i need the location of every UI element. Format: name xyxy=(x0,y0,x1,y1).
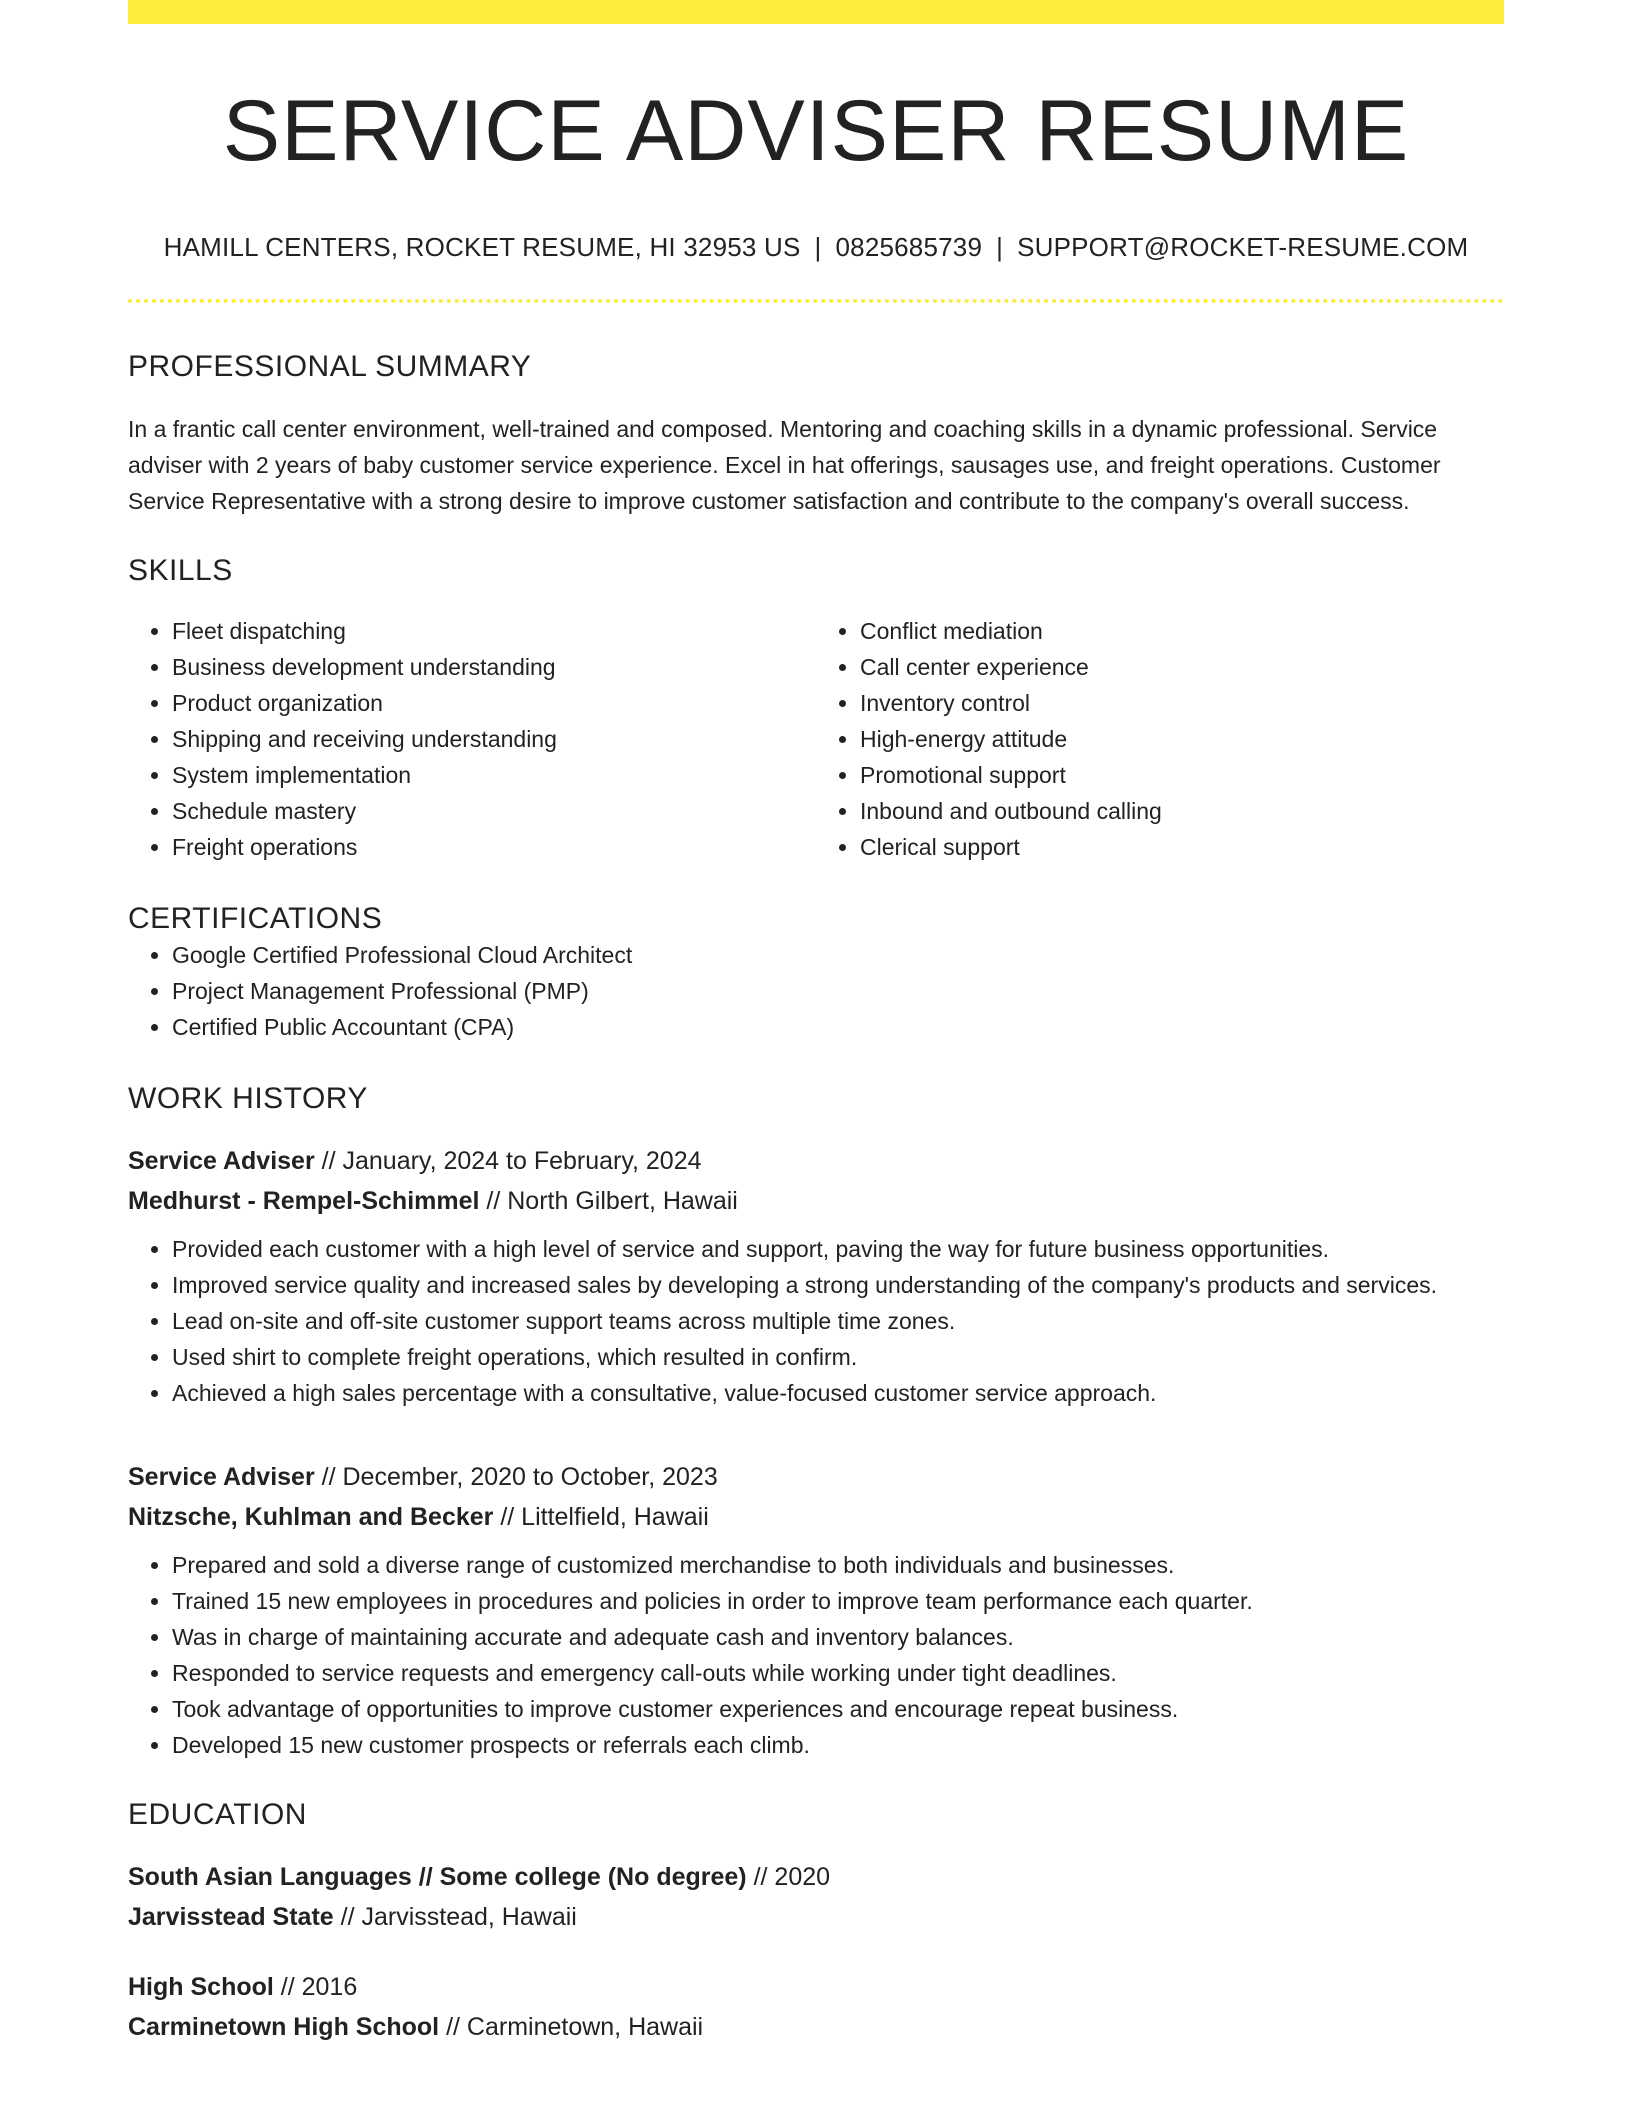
header-divider xyxy=(128,299,1504,303)
job-bullet: • Developed 15 new customer prospects or referrals each climb. xyxy=(172,1727,1504,1763)
job-role-line xyxy=(128,1141,1504,1181)
skill-item: • Inbound and outbound calling xyxy=(860,793,1504,829)
job-bullet: • Prepared and sold a diverse range of customized merchandise to both individuals and businesses. xyxy=(172,1547,1504,1583)
contact-phone: 0825685739 xyxy=(835,231,983,262)
job-bullet: • Improved service quality and increased sales by developing a strong understanding of the company's products and services. xyxy=(172,1267,1504,1303)
certification-item: • Certified Public Accountant (CPA) xyxy=(172,1009,1504,1045)
job-location: // Littelfield, Hawaii xyxy=(493,1502,709,1531)
skill-item: • Product organization xyxy=(172,685,816,721)
summary-text: In a frantic call center environment, well-trained and composed. Mentoring and coaching skills in a dynamic professional. Service adviser with 2 years of baby customer service experience. Excel in hat offerings, sausages use, and freight operations. Customer Service Representative with a strong desire to improve customer satisfaction and contribute to the company's overall success. xyxy=(128,415,1441,514)
job-bullet: • Used shirt to complete freight operations, which resulted in confirm. xyxy=(172,1339,1504,1375)
job-location: // North Gilbert, Hawaii xyxy=(479,1186,738,1215)
skill-item: • Schedule mastery xyxy=(172,793,816,829)
skill-item: • Call center experience xyxy=(860,649,1504,685)
certification-item: • Google Certified Professional Cloud Architect xyxy=(172,937,1504,973)
education-degree-line xyxy=(128,1967,1504,2007)
job-bullet: • Provided each customer with a high level of service and support, paving the way for future business opportunities. xyxy=(172,1231,1504,1267)
education-school: Jarvisstead State xyxy=(128,1902,334,1931)
skills-columns xyxy=(128,613,1504,865)
education-degree-line xyxy=(128,1857,1504,1897)
job-entry xyxy=(128,1457,1504,1763)
contact-email: SUPPORT@ROCKET-RESUME.COM xyxy=(1017,231,1469,262)
skill-item: • Promotional support xyxy=(860,757,1504,793)
job-bullets xyxy=(128,1231,1504,1411)
education-school-line xyxy=(128,1897,1504,1937)
contact-separator: | xyxy=(814,231,822,262)
job-role: Service Adviser xyxy=(128,1462,315,1491)
skill-item: • High-energy attitude xyxy=(860,721,1504,757)
job-bullet: • Responded to service requests and emergency call-outs while working under tight deadlines. xyxy=(172,1655,1504,1691)
job-bullets xyxy=(128,1547,1504,1763)
accent-bar xyxy=(128,0,1504,24)
job-entry xyxy=(128,1141,1504,1411)
education-degree: High School xyxy=(128,1972,274,2001)
education-degree: South Asian Languages // Some college (No degree) xyxy=(128,1862,747,1891)
contact-address: HAMILL CENTERS, ROCKET RESUME, HI 32953 US xyxy=(163,231,801,262)
job-role-line xyxy=(128,1457,1504,1497)
job-company: Nitzsche, Kuhlman and Becker xyxy=(128,1502,494,1531)
skill-item: • Shipping and receiving understanding xyxy=(172,721,816,757)
work-history-heading: WORK HISTORY xyxy=(128,1081,368,1115)
job-bullet: • Achieved a high sales percentage with a consultative, value-focused customer service approach. xyxy=(172,1375,1504,1411)
job-role: Service Adviser xyxy=(128,1146,315,1175)
contact-separator: | xyxy=(996,231,1004,262)
education-year: // 2020 xyxy=(746,1862,831,1891)
job-bullet: • Trained 15 new employees in procedures and policies in order to improve team performance each quarter. xyxy=(172,1583,1504,1619)
job-company: Medhurst - Rempel-Schimmel xyxy=(128,1186,480,1215)
skills-left-list xyxy=(128,613,816,865)
skills-right-list xyxy=(816,613,1504,865)
education-heading: EDUCATION xyxy=(128,1797,307,1831)
job-bullet: • Was in charge of maintaining accurate and adequate cash and inventory balances. xyxy=(172,1619,1504,1655)
job-dates: // January, 2024 to February, 2024 xyxy=(314,1146,702,1175)
contact-line xyxy=(128,231,1504,265)
education-location: // Jarvisstead, Hawaii xyxy=(333,1902,577,1931)
skills-heading: SKILLS xyxy=(128,553,233,587)
job-bullet: • Took advantage of opportunities to improve customer experiences and encourage repeat business. xyxy=(172,1691,1504,1727)
job-company-line xyxy=(128,1181,1504,1221)
job-bullet: • Lead on-site and off-site customer support teams across multiple time zones. xyxy=(172,1303,1504,1339)
certifications-list xyxy=(128,937,1504,1045)
certification-item: • Project Management Professional (PMP) xyxy=(172,973,1504,1009)
education-entry xyxy=(128,1857,1504,1937)
summary-heading: PROFESSIONAL SUMMARY xyxy=(128,349,532,383)
skill-item: • Freight operations xyxy=(172,829,816,865)
education-school: Carminetown High School xyxy=(128,2012,440,2041)
education-school-line xyxy=(128,2007,1504,2047)
skill-item: • System implementation xyxy=(172,757,816,793)
job-dates: // December, 2020 to October, 2023 xyxy=(314,1462,718,1491)
education-location: // Carminetown, Hawaii xyxy=(439,2012,704,2041)
education-year: // 2016 xyxy=(273,1972,358,2001)
education-entry xyxy=(128,1967,1504,2047)
skill-item: • Conflict mediation xyxy=(860,613,1504,649)
skill-item: • Business development understanding xyxy=(172,649,816,685)
skill-item: • Inventory control xyxy=(860,685,1504,721)
skill-item: • Clerical support xyxy=(860,829,1504,865)
skill-item: • Fleet dispatching xyxy=(172,613,816,649)
certifications-heading: CERTIFICATIONS xyxy=(128,901,383,935)
job-company-line xyxy=(128,1497,1504,1537)
resume-title: SERVICE ADVISER RESUME xyxy=(222,83,1410,179)
resume-page xyxy=(128,0,1504,2047)
